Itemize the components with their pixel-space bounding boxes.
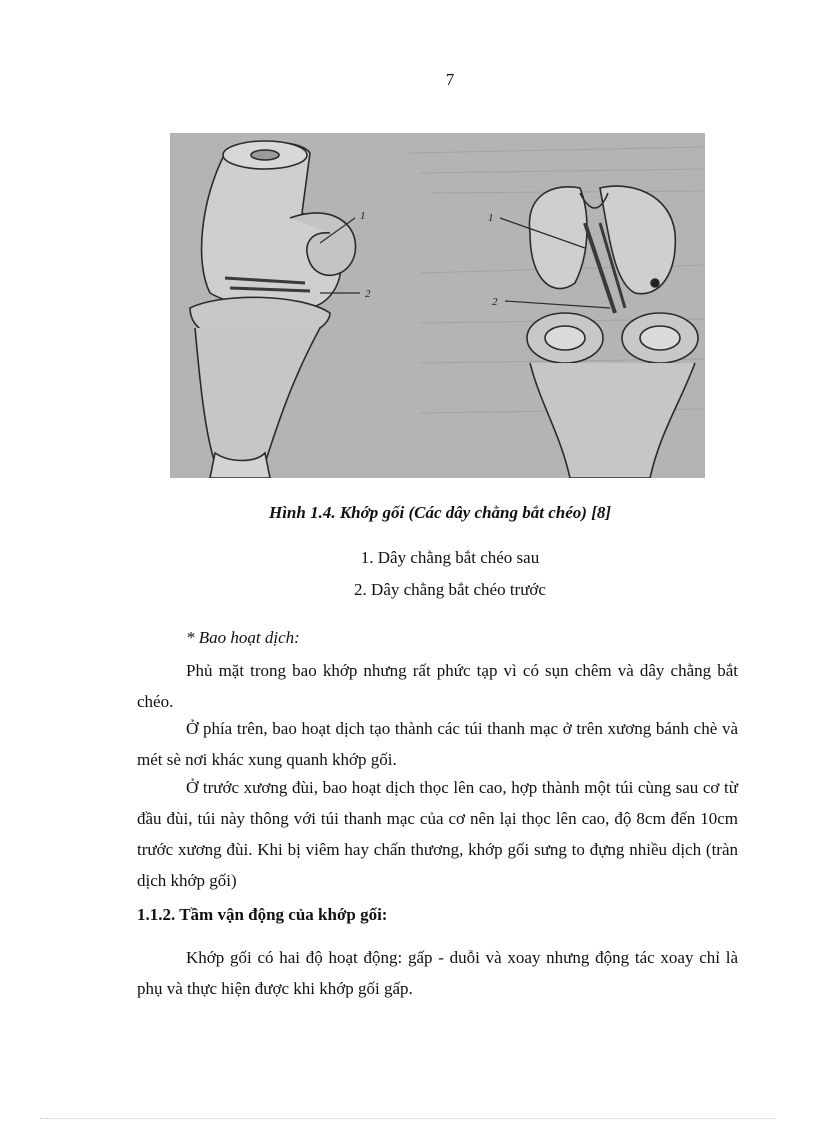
knee-joint-illustration <box>170 133 705 478</box>
paragraph: Phủ mặt trong bao khớp nhưng rất phức tạp vì có sụn chêm và dây chằng bắt chéo. <box>137 661 738 711</box>
left-label-2: 2 <box>365 288 371 300</box>
section-heading: 1.1.2. Tầm vận động của khớp gối: <box>137 905 388 924</box>
legend-item-2: 2. Dây chằng bắt chéo trước <box>354 580 546 599</box>
page-number: 7 <box>445 70 455 89</box>
subheading-synovial: * Bao hoạt dịch: <box>186 628 300 647</box>
figure-caption: Hình 1.4. Khớp gối (Các dây chằng bắt chéo) [8] <box>268 503 612 522</box>
bottom-divider <box>40 1118 776 1119</box>
right-label-2: 2 <box>492 296 498 308</box>
paragraph: Ở trước xương đùi, bao hoạt dịch thọc lên cao, hợp thành một túi cùng sau cơ từ đầu đùi, túi này thông với túi thanh mạc của cơ nên lại thọc lên cao, độ 8cm đến 10cm trước xương đùi. Khi bị viêm hay chấn thương, khớp gối sưng to đựng nhiều dịch (tràn dịch khớp gối) <box>137 778 738 890</box>
left-label-1: 1 <box>360 210 366 222</box>
paragraph: Ở phía trên, bao hoạt dịch tạo thành các túi thanh mạc ở trên xương bánh chè và mét sè nơi khác xung quanh khớp gối. <box>137 719 738 769</box>
legend-item-1: 1. Dây chằng bắt chéo sau <box>360 548 540 567</box>
knee-figure <box>170 133 705 478</box>
section-paragraph: Khớp gối có hai độ hoạt động: gấp - duỗi và xoay nhưng động tác xoay chỉ là phụ và thực hiện được khi khớp gối gấp. <box>137 948 738 998</box>
right-label-1: 1 <box>488 212 494 224</box>
